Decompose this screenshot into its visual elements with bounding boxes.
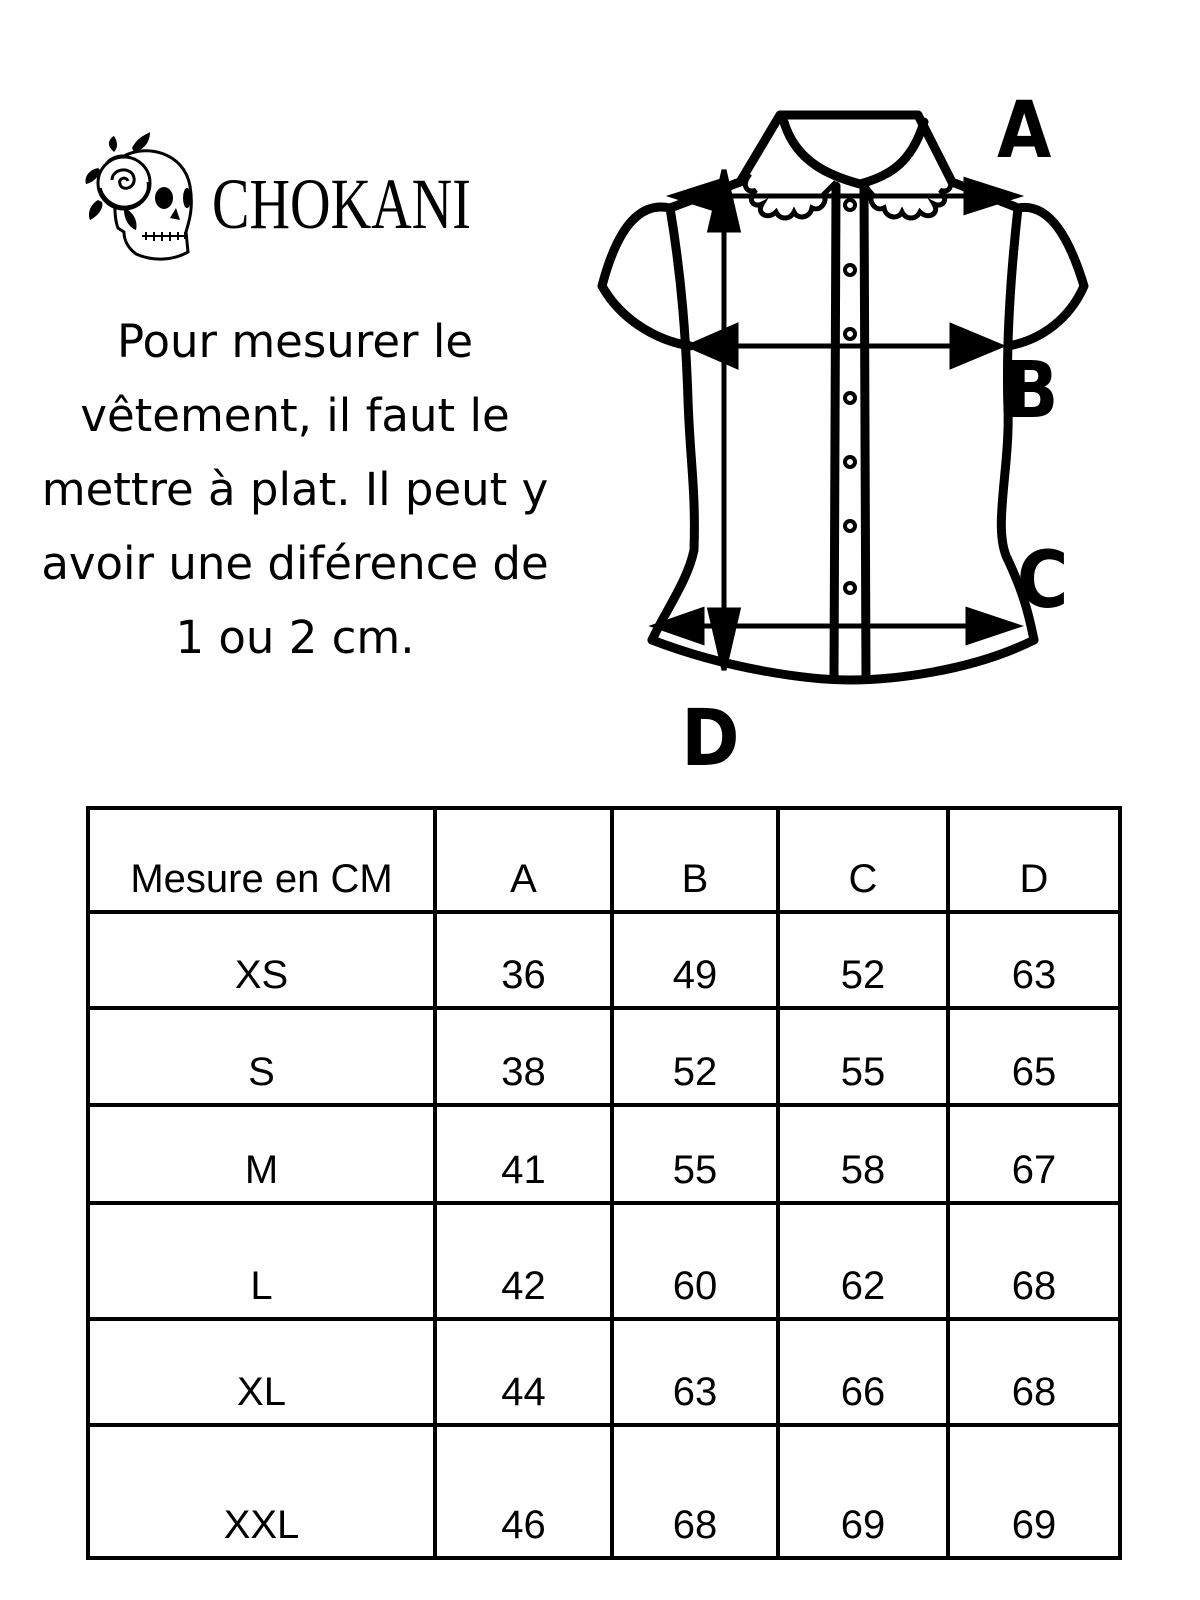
value-cell-c: 55 xyxy=(778,1008,948,1105)
size-chart-table xyxy=(86,806,1122,1560)
brand-name: CHOKANI xyxy=(212,164,471,244)
brand-logo xyxy=(84,128,484,268)
value-cell-d: 67 xyxy=(948,1105,1120,1203)
measurement-instructions xyxy=(0,305,590,675)
value-cell-a: 44 xyxy=(435,1319,612,1425)
table-header-row xyxy=(88,808,1120,912)
label-c: C xyxy=(1016,536,1069,626)
label-a: A xyxy=(997,86,1052,176)
value-cell-a: 38 xyxy=(435,1008,612,1105)
shirt-measurement-diagram xyxy=(590,86,1110,790)
size-cell: L xyxy=(88,1203,435,1319)
value-cell-c: 58 xyxy=(778,1105,948,1203)
table-row xyxy=(88,1425,1120,1558)
value-cell-b: 52 xyxy=(612,1008,778,1105)
value-cell-b: 60 xyxy=(612,1203,778,1319)
table-row xyxy=(88,1105,1120,1203)
value-cell-c: 62 xyxy=(778,1203,948,1319)
label-d: D xyxy=(681,694,740,784)
value-cell-c: 69 xyxy=(778,1425,948,1558)
value-cell-d: 68 xyxy=(948,1203,1120,1319)
table-row xyxy=(88,1203,1120,1319)
header-measure-unit: Mesure en CM xyxy=(88,808,435,912)
label-b: B xyxy=(1004,346,1059,436)
size-cell: XL xyxy=(88,1319,435,1425)
skull-with-rose-icon xyxy=(84,128,204,268)
value-cell-b: 55 xyxy=(612,1105,778,1203)
value-cell-d: 65 xyxy=(948,1008,1120,1105)
value-cell-c: 52 xyxy=(778,912,948,1008)
instruction-line: Pour mesurer le xyxy=(116,315,474,368)
instruction-line: vêtement, il faut le xyxy=(80,389,510,442)
shirt-diagram-icon xyxy=(590,86,1110,790)
table-row xyxy=(88,1008,1120,1105)
value-cell-d: 69 xyxy=(948,1425,1120,1558)
header-c: C xyxy=(778,808,948,912)
value-cell-c: 66 xyxy=(778,1319,948,1425)
value-cell-d: 68 xyxy=(948,1319,1120,1425)
value-cell-a: 46 xyxy=(435,1425,612,1558)
table-row xyxy=(88,912,1120,1008)
value-cell-a: 36 xyxy=(435,912,612,1008)
instruction-line: mettre à plat. Il peut y xyxy=(41,463,549,516)
size-cell: XXL xyxy=(88,1425,435,1558)
instruction-line: 1 ou 2 cm. xyxy=(175,611,415,664)
size-cell: XS xyxy=(88,912,435,1008)
value-cell-b: 49 xyxy=(612,912,778,1008)
size-cell: M xyxy=(88,1105,435,1203)
value-cell-a: 41 xyxy=(435,1105,612,1203)
header-d: D xyxy=(948,808,1120,912)
header-a: A xyxy=(435,808,612,912)
size-cell: S xyxy=(88,1008,435,1105)
value-cell-a: 42 xyxy=(435,1203,612,1319)
header-b: B xyxy=(612,808,778,912)
value-cell-b: 63 xyxy=(612,1319,778,1425)
instruction-line: avoir une diférence de xyxy=(41,537,549,590)
value-cell-d: 63 xyxy=(948,912,1120,1008)
table-row xyxy=(88,1319,1120,1425)
value-cell-b: 68 xyxy=(612,1425,778,1558)
